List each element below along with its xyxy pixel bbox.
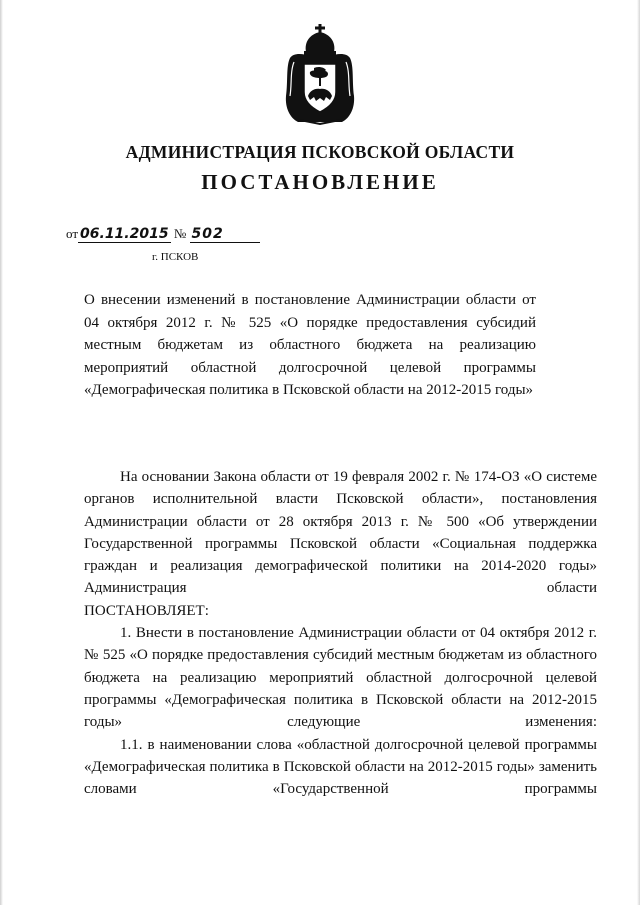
agency-title: АДМИНИСТРАЦИЯ ПСКОВСКОЙ ОБЛАСТИ bbox=[125, 142, 515, 162]
city-label: г. ПСКОВ bbox=[152, 251, 199, 263]
document-date: 06.11.2015 bbox=[80, 226, 169, 242]
basis-paragraph: На основании Закона области от 19 февраля 2002 г. № 174-ОЗ «О системе органов исполнительной власти Псковской области», постановления Администрации области от 28 октября 2013 г. № 500 «Об утверждении Государственной программы Псковской области «Социальная поддержка граждан и реализация демографической политики на 2014-2020 годы» Администрация области bbox=[84, 469, 597, 597]
decree-word: ПОСТАНОВЛЯЕТ: bbox=[84, 602, 209, 619]
pskov-oblast-coat-of-arms-icon bbox=[280, 22, 360, 126]
document-subject: О внесении изменений в постановление Администрации области от 04 октября 2012 г. № 525 «О порядке предоставления субсидий местным бюджетам из областного бюджета на реализацию мероприятий областной долгосрочной целевой программы «Демографическая политика в Псковской области на 2012-2015 годы» bbox=[84, 292, 536, 398]
date-prefix: от bbox=[66, 226, 79, 241]
item-1-1-paragraph: 1.1. в наименовании слова «областной долгосрочной целевой программы «Демографическая политика в Псковской области на 2012-2015 годы» заменить словами «Государственной программы bbox=[84, 736, 597, 798]
item-1-paragraph: 1. Внести в постановление Администрации области от 04 октября 2012 г. № 525 «О порядке предоставления субсидий местным бюджетам из областного бюджета на реализацию мероприятий областной долгосрочной целевой программы «Демографическая политика в Псковской области на 2012-2015 годы» следующие изменения: bbox=[84, 625, 597, 731]
document-number: 502 bbox=[190, 227, 260, 243]
number-sign: № bbox=[173, 226, 187, 241]
date-number-line bbox=[66, 226, 260, 243]
scan-edge-left bbox=[0, 0, 3, 905]
document-body bbox=[84, 466, 597, 800]
document-type-title: ПОСТАНОВЛЕНИЕ bbox=[201, 170, 439, 194]
